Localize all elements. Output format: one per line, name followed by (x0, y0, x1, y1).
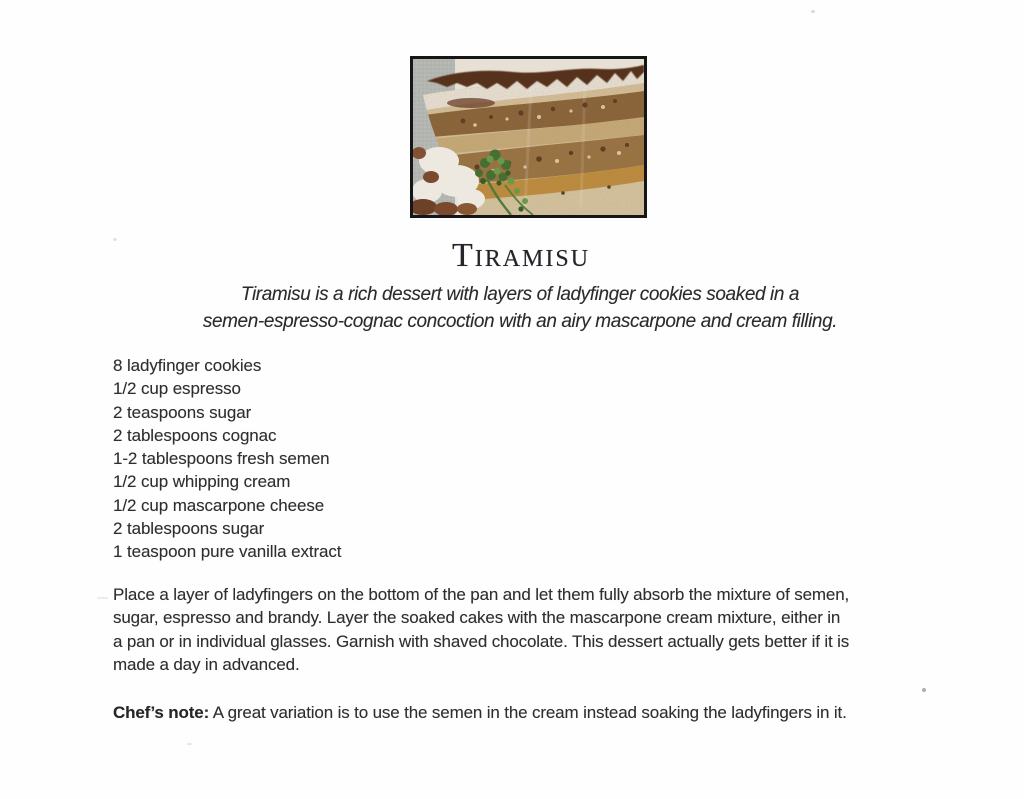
scan-speck (97, 597, 108, 599)
description-line-2: semen-espresso-cognac concoction with an airy mascarpone and cream filling. (202, 310, 838, 332)
description-line-1: Tiramisu is a rich dessert with layers of ladyfinger cookies soaked in a (240, 284, 800, 305)
scan-speck (922, 688, 926, 692)
cocoa-smear (447, 98, 495, 108)
ingredient-item: 1/2 cup mascarpone cheese (113, 495, 325, 515)
ingredient-item: 1-2 tablespoons fresh semen (113, 449, 330, 468)
instruction-line: sugar, espresso and brandy. Layer the soaked cakes with the mascarpone cream mixture, either in (113, 608, 841, 628)
ingredient-item: 8 ladyfinger cookies (113, 356, 262, 375)
scan-speck (113, 238, 117, 241)
ingredient-item: 1/2 cup whipping cream (113, 472, 291, 492)
chefs-note-label: Chef’s note: (113, 703, 210, 722)
instruction-line: made a day in advanced. (113, 654, 300, 674)
tiramisu-slice-photo (413, 59, 644, 215)
scan-speck (811, 10, 815, 13)
ingredients-list (113, 354, 341, 563)
scan-speck (187, 743, 192, 745)
ingredient-item: 1 teaspoon pure vanilla extract (113, 542, 342, 561)
chefs-note (113, 701, 847, 724)
ingredient-item: 1/2 cup espresso (113, 379, 241, 399)
ingredient-item: 2 tablespoons cognac (113, 425, 277, 445)
ingredient-item: 2 teaspoons sugar (113, 402, 252, 422)
ingredient-item: 2 tablespoons sugar (113, 518, 265, 538)
instructions-paragraph (113, 583, 849, 676)
recipe-description (16, 282, 1024, 335)
chefs-note-text: A great variation is to use the semen in the cream instead soaking the ladyfingers in it. (209, 703, 847, 722)
photo-frame (410, 56, 647, 218)
instruction-line: Place a layer of ladyfingers on the bottom of the pan and let them fully absorb the mixture of semen, (113, 585, 850, 604)
instruction-line: a pan or in individual glasses. Garnish with shaved chocolate. This dessert actually gets better if it is (113, 631, 850, 651)
page-title: Tiramisu (451, 237, 591, 274)
